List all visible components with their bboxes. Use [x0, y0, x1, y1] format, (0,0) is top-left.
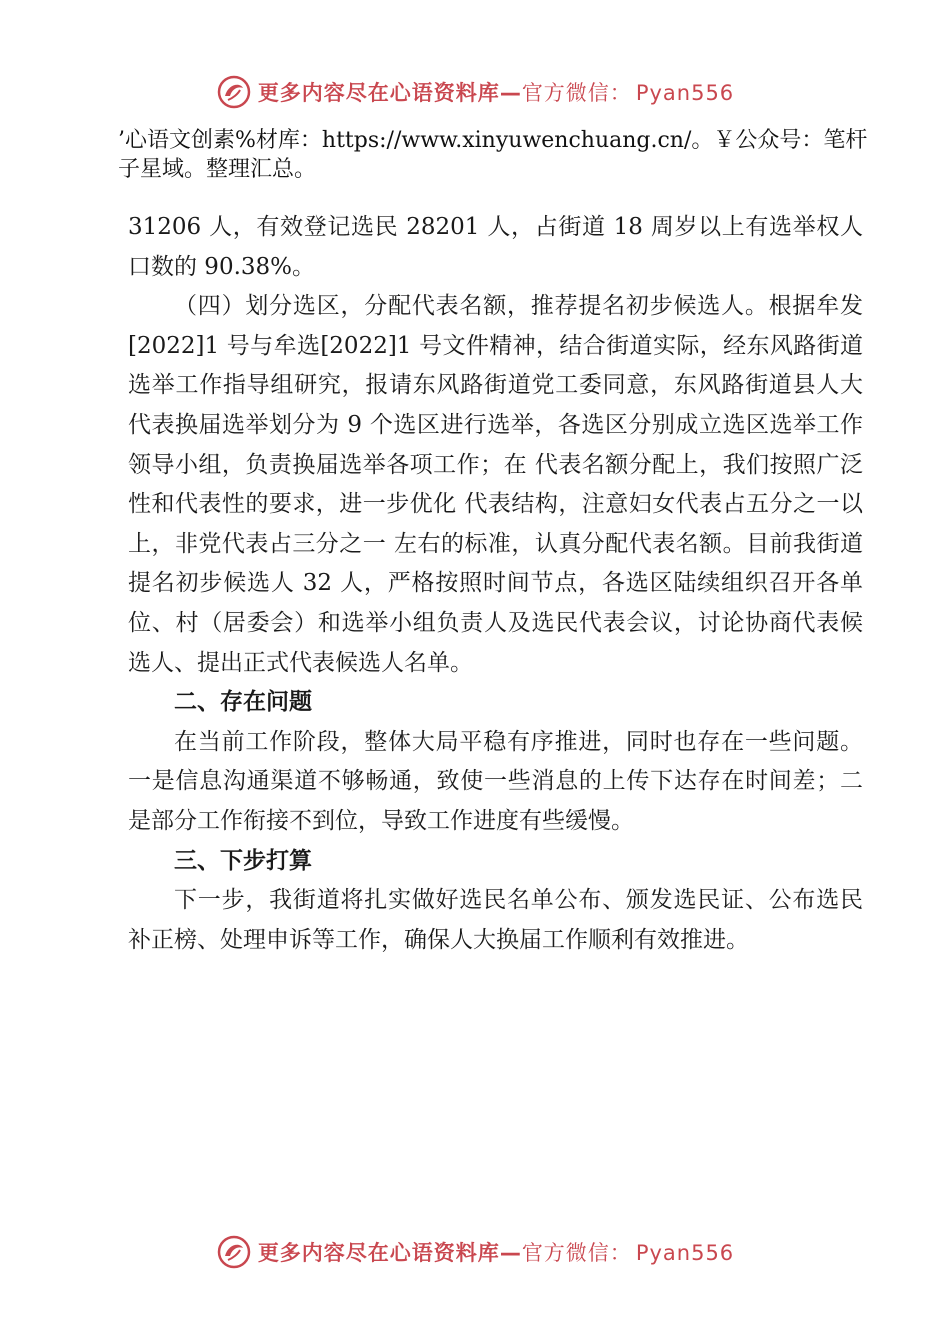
footer-banner [0, 1230, 950, 1274]
paragraph-problems: 在当前工作阶段，整体大局平稳有序推进，同时也存在一些问题。一是信息沟通渠道不够畅通，致使一些消息的上传下达存在时间差；二是部分工作衔接不到位，导致工作进度有些缓慢。 [128, 728, 863, 834]
red-swirl-logo-icon [216, 1234, 252, 1270]
banner-text [258, 77, 734, 107]
banner-wechat-label: 官方微信： [521, 81, 632, 105]
paragraph-next-steps: 下一步，我街道将扎实做好选民名单公布、颁发选民证、公布选民补正榜、处理申诉等工作，确保人大换届工作顺利有效推进。 [128, 887, 863, 953]
paragraph-voter-stats: 31206 人，有效登记选民 28201 人，占街道 18 周岁以上有选举权人口数的 90.38%。 [128, 214, 863, 280]
banner-wechat-label: 官方微信： [521, 1241, 632, 1265]
banner-text [258, 1237, 734, 1267]
banner-brand: 更多内容尽在心语资料库 [257, 1241, 500, 1265]
banner-wechat-id: Pyan556 [635, 81, 735, 105]
document-body [128, 208, 863, 960]
source-notice: ’心语文创素%材库：https://www.xinyuwenchuang.cn/。￥公众号：笔杆子星域。整理汇总。 [118, 128, 868, 182]
heading-next-steps: 三、下步打算 [174, 847, 312, 874]
heading-problems: 二、存在问题 [174, 689, 312, 716]
paragraph-districts: （四）划分选区，分配代表名额，推荐提名初步候选人。根据牟发[2022]1 号与牟选[2022]1 号文件精神，结合街道实际，经东风路街道选举工作指导组研究，报请东风路街道党工委同意，东风路街道县人大代表换届选举划分为 9 个选区进行选举，各选区分别成立选区选举工作领导小组，负责换届选举各项工作；在 代表名额分配上，我们按照广泛性和代表性的要求，进一步优化 代表结构，注意妇女代表占五分之一以上，非党代表占三分之一 左右的标准，认真分配代表名额。目前我街道提名初步候选人 32 人，严格按照时间节点，各选区陆续组织召开各单位、村（居委会）和选举小组负责人及选民代表会议，讨论协商代表候选人、提出正式代表候选人名单。 [128, 293, 863, 676]
banner-brand: 更多内容尽在心语资料库 [257, 81, 500, 105]
banner-wechat-id: Pyan556 [635, 1241, 735, 1265]
banner-separator: — [499, 1241, 522, 1265]
banner-separator: — [499, 81, 522, 105]
header-banner [0, 70, 950, 114]
red-swirl-logo-icon [216, 74, 252, 110]
